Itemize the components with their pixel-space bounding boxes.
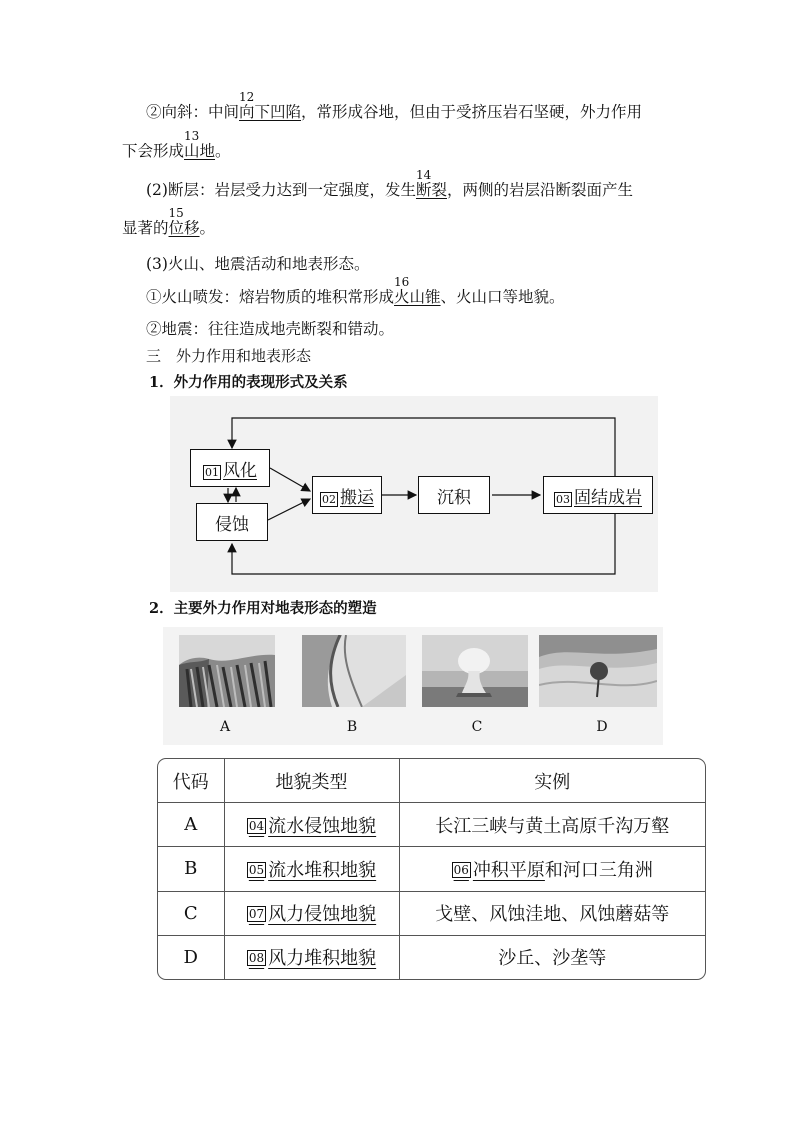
external-force-flowchart (170, 396, 658, 592)
flow-node-lithification: 03 固结成岩 (543, 476, 653, 514)
text-line-volcano: ①火山喷发：熔岩物质的堆积常形成 16 火山锥、火山口等地貌。 (146, 275, 565, 306)
answer-blank-15: 15 位移 (168, 206, 200, 237)
text-line-displacement: 显著的 15 位移。 (122, 206, 216, 237)
photo-label-c: C (471, 719, 483, 735)
answer-blank-12: 12 向下凹陷 (239, 90, 302, 121)
table-row: B 05 流水堆积地貌 06 冲积平原和河口三角洲 (158, 847, 705, 891)
answer-blank-13: 13 山地 (184, 129, 216, 160)
photo-label-a: A (219, 719, 231, 735)
text-line-volcano-heading: (3)火山、地震活动和地表形态。 (146, 255, 370, 273)
landform-photo-strip (163, 627, 663, 745)
flow-node-erosion: 侵蚀 (196, 503, 268, 541)
flow-node-transport: 02 搬运 (312, 476, 382, 514)
table-header-row (158, 759, 705, 803)
text-line-fault: (2)断层：岩层受力达到一定强度，发生 14 断裂，两侧的岩层沿断裂面产生 (146, 168, 633, 199)
header-type: 地貌类型 (224, 759, 399, 803)
answer-blank-14: 14 断裂 (415, 168, 447, 199)
subheading-landform-shaping: 2．主要外力作用对地表形态的塑造 (149, 600, 377, 617)
section-heading-external-forces: 三 外力作用和地表形态 (146, 347, 312, 365)
header-example: 实例 (399, 759, 705, 803)
photo-label-b: B (346, 719, 358, 735)
flow-node-deposition: 沉积 (418, 476, 490, 514)
answer-blank-16: 16 火山锥 (394, 275, 441, 306)
photo-b-delta (302, 635, 406, 707)
landform-table (157, 758, 706, 980)
table-row: A 04 流水侵蚀地貌 长江三峡与黄土高原千沟万壑 (158, 803, 705, 847)
photo-label-d: D (596, 719, 608, 735)
photo-a-eroded-gullies (179, 635, 275, 707)
header-code: 代码 (158, 759, 224, 803)
table-row: C 07 风力侵蚀地貌 戈壁、风蚀洼地、风蚀蘑菇等 (158, 891, 705, 935)
subheading-forms-relation: 1．外力作用的表现形式及关系 (149, 374, 348, 391)
flow-node-weathering: 01 风化 (190, 449, 270, 487)
text-line-mountain: 下会形成 13 山地。 (122, 129, 231, 160)
text-line-syncline: ②向斜：中间 12 向下凹陷，常形成谷地，但由于受挤压岩石坚硬，外力作用 (146, 90, 643, 121)
table-row: D 08 风力堆积地貌 沙丘、沙垄等 (158, 935, 705, 979)
photo-c-mushroom-rock (422, 635, 528, 707)
text-line-earthquake: ②地震：往往造成地壳断裂和错动。 (146, 320, 395, 338)
photo-d-sand-dunes (539, 635, 657, 707)
